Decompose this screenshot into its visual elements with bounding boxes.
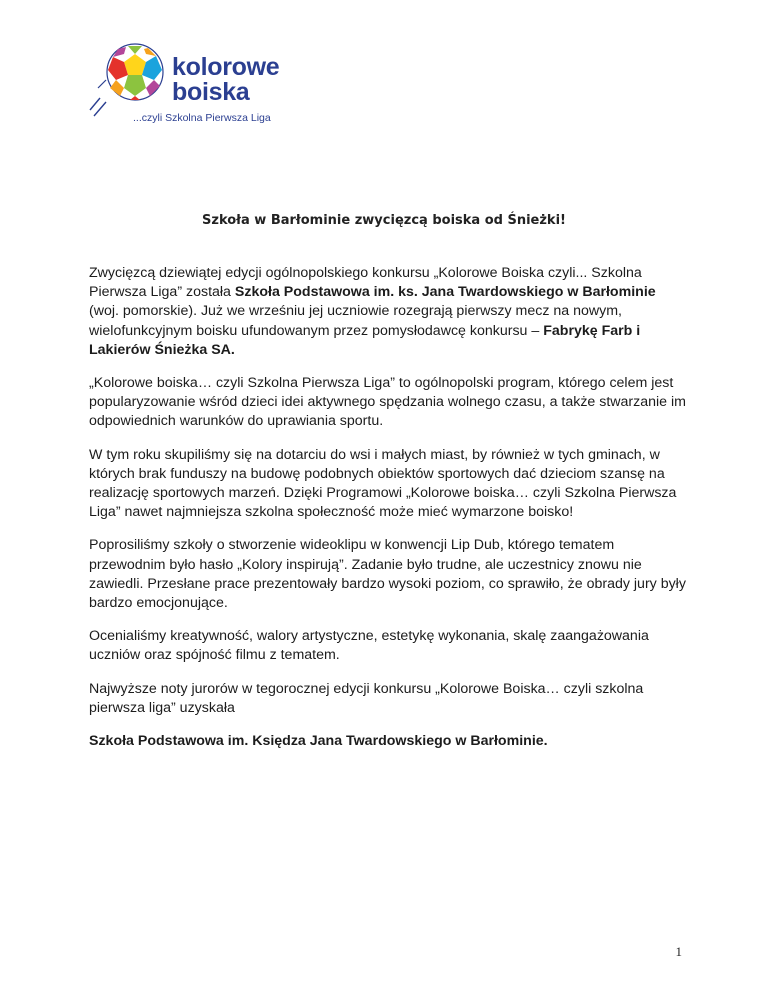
logo-word-kolorowe: kolorowe bbox=[172, 53, 280, 81]
company-name-bold: Fabrykę Farb i Lakierów Śnieżka SA. bbox=[89, 322, 641, 358]
paragraph-lipdub: Poprosiliśmy szkoły o stworzenie wideoklipu w konwencji Lip Dub, którego tematem przewodnim było hasło „Kolory inspirują”. Zadanie było trudne, ale uczestnicy znowu nie zawiedli. Przesłane prace prezentowały bardzo wysoki poziom, co sprawiło, że obrady jury były bardzo emocjonujące. bbox=[89, 537, 686, 612]
paragraph-this-year: W tym roku skupiliśmy się na dotarciu do wsi i małych miast, by również w tych gminach, w których brak funduszy na budowę podobnych obiektów sportowych dać dzieciom szansę na realizację sportowych marzeń. Dzięki Programowi „Kolorowe boiska… czyli Szkolna Pierwsza Liga” nawet najmniejsza szkolna społeczność może mieć wymarzone boisko! bbox=[89, 446, 677, 521]
paragraph-winner-intro: Najwyższe noty jurorów w tegorocznej edycji konkursu „Kolorowe Boiska… czyli szkolna pierwsza liga” uzyskała bbox=[89, 680, 644, 716]
intro-text-2: (woj. pomorskie). Już we wrześniu jej uczniowie rozegrają pierwszy mecz na nowym, wielofunkcyjnym boisku ufundowanym przez pomysłodawcę konkursu – bbox=[89, 303, 623, 339]
logo-tagline: ...czyli Szkolna Pierwsza Liga bbox=[133, 112, 271, 124]
kolorowe-boiska-logo bbox=[86, 40, 316, 132]
document-title: Szkoła w Barłominie zwycięzcą boiska od Śnieżki! bbox=[202, 213, 566, 228]
paragraph-intro bbox=[89, 264, 689, 360]
document-body bbox=[89, 264, 689, 765]
paragraph-program: „Kolorowe boiska… czyli Szkolna Pierwsza Liga” to ogólnopolski program, którego celem jest popularyzowanie wśród dzieci idei aktywnego spędzania wolnego czasu, a także stwarzanie im odpowiednich warunków do uprawiania sportu. bbox=[89, 375, 686, 430]
colorful-ball-icon bbox=[86, 40, 170, 120]
logo-word-boiska: boiska bbox=[172, 78, 250, 106]
school-name-bold: Szkoła Podstawowa im. ks. Jana Twardowskiego w Barłominie bbox=[234, 284, 656, 301]
page-number: 1 bbox=[675, 944, 682, 959]
paragraph-criteria: Ocenialiśmy kreatywność, walory artystyczne, estetykę wykonania, skalę zaangażowania uczniów oraz spójność filmu z tematem. bbox=[89, 628, 649, 664]
intro-text-1: Zwycięzcą dziewiątej edycji ogólnopolskiego konkursu „Kolorowe Boiska czyli... Szkolna Pierwsza Liga” została bbox=[89, 265, 642, 301]
winner-school-name: Szkoła Podstawowa im. Księdza Jana Twardowskiego w Barłominie. bbox=[89, 733, 548, 750]
